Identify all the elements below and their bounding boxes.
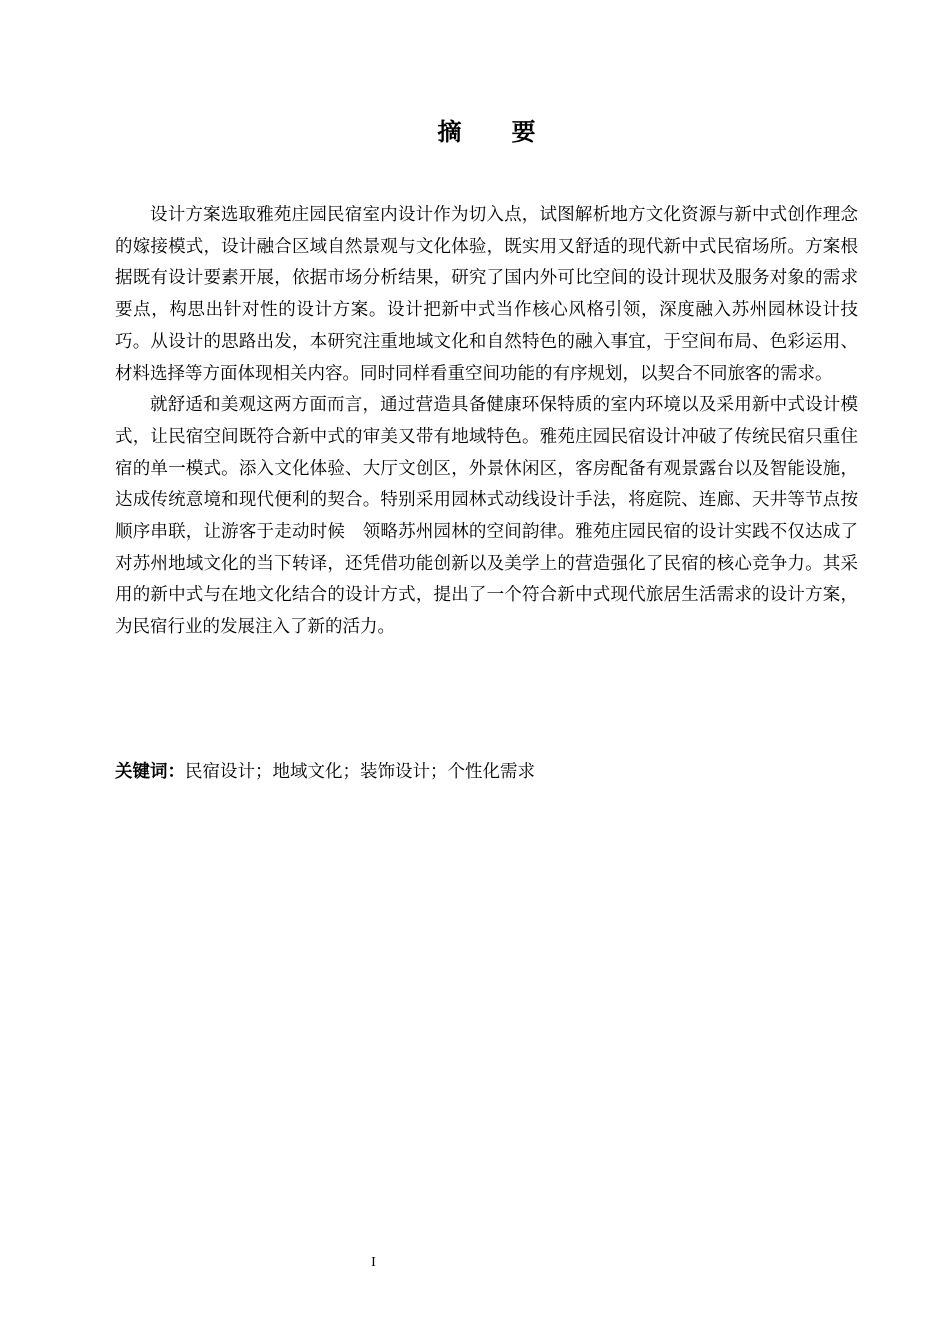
keywords-label: 关键词： bbox=[115, 762, 185, 782]
abstract-paragraph-2: 就舒适和美观这两方面而言，通过营造具备健康环保特质的室内环境以及采用新中式设计模式，让民宿空间既符合新中式的审美又带有地域特色。雅苑庄园民宿设计冲破了传统民宿只重住宿的单一模式。添入文化体验、大厅文创区，外景休闲区，客房配备有观景露台以及智能设施，达成传统意境和现代便利的契合。特别采用园林式动线设计手法，将庭院、连廊、天井等节点按顺序串联，让游客于走动时候 领略苏州园林的空间韵律。雅苑庄园民宿的设计实践不仅达成了对苏州地域文化的当下转译，还凭借功能创新以及美学上的营造强化了民宿的核心竞争力。其采用的新中式与在地文化结合的设计方式，提出了一个符合新中式现代旅居生活需求的设计方案，为民宿行业的发展注入了新的活力。 bbox=[115, 395, 858, 638]
keywords-line bbox=[115, 757, 858, 789]
page-number: I bbox=[371, 1255, 376, 1270]
keywords-text: 民宿设计；地域文化；装饰设计；个性化需求 bbox=[185, 762, 535, 782]
abstract-paragraph-1: 设计方案选取雅苑庄园民宿室内设计作为切入点，试图解析地方文化资源与新中式创作理念的嫁接模式，设计融合区域自然景观与文化体验，既实用又舒适的现代新中式民宿场所。方案根据既有设计要素开展，依据市场分析结果，研究了国内外可比空间的设计现状及服务对象的需求要点，构思出针对性的设计方案。设计把新中式当作核心风格引领，深度融入苏州园林设计技巧。从设计的思路出发，本研究注重地域文化和自然特色的融入事宜，于空间布局、色彩运用、材料选择等方面体现相关内容。同时同样看重空间功能的有序规划，以契合不同旅客的需求。 bbox=[115, 205, 858, 384]
title-char-1: 摘 bbox=[437, 118, 464, 146]
page-title bbox=[0, 112, 950, 147]
abstract-body bbox=[115, 200, 858, 644]
title-char-2: 要 bbox=[511, 118, 538, 146]
